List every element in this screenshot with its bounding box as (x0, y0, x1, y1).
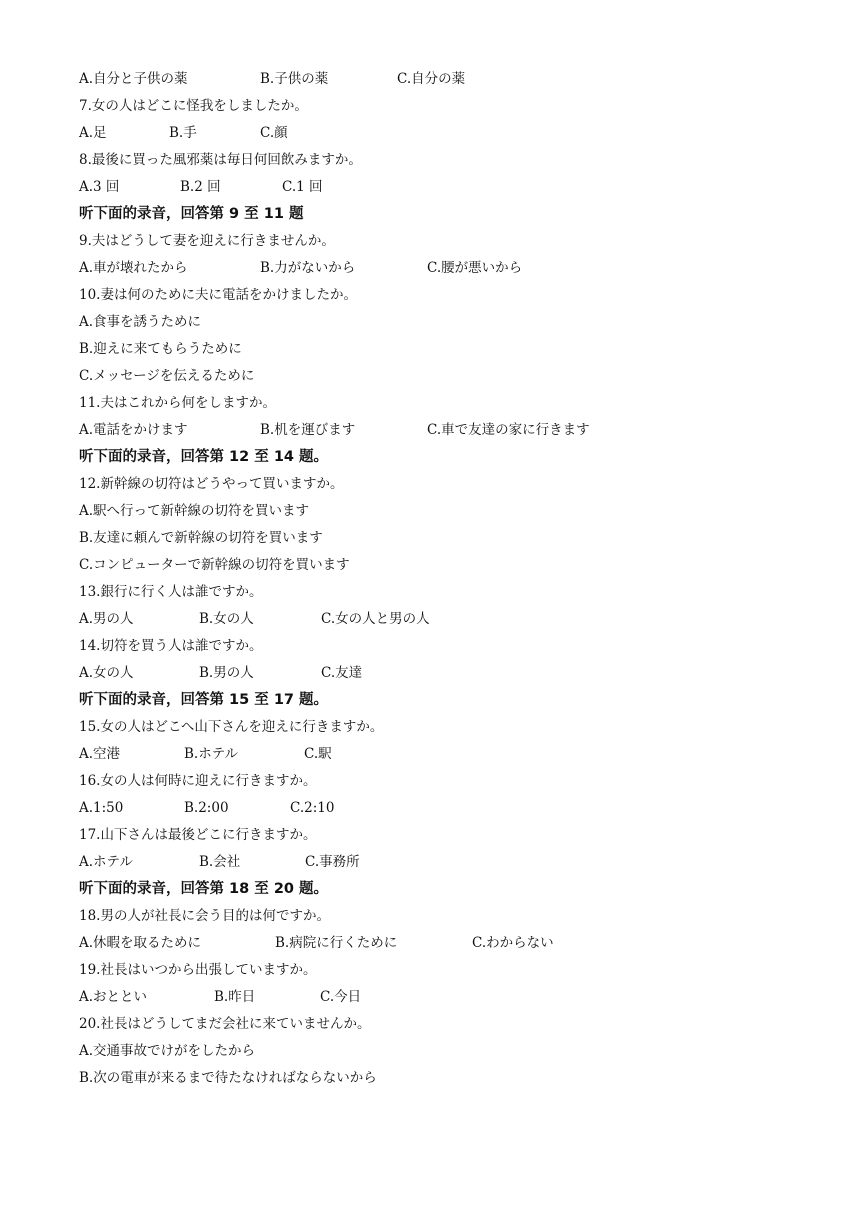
option-a: A.足 (79, 125, 107, 141)
q12-option-a: A.駅へ行って新幹線の切符を買います (79, 503, 310, 519)
q10-option-c: C.メッセージを伝えるために (79, 368, 255, 384)
option-b: B.病院に行くために (275, 935, 398, 951)
q10-option-b: B.迎えに来てもらうために (79, 341, 242, 357)
option-b: B.2:00 (184, 800, 229, 816)
option-b: B.男の人 (199, 665, 254, 681)
question-17: 17.山下さんは最後どこに行きますか。 (79, 827, 317, 843)
q20-option-a: A.交通事故でけがをしたから (79, 1043, 256, 1059)
option-a: A.女の人 (79, 665, 134, 681)
question-12: 12.新幹線の切符はどうやって買いますか。 (79, 476, 344, 492)
section-heading: 听下面的录音，回答第 12 至 14 题。 (79, 449, 329, 465)
question-16: 16.女の人は何時に迎えに行きますか。 (79, 773, 317, 789)
option-b: B.子供の薬 (260, 71, 329, 87)
question-9: 9.夫はどうして妻を迎えに行きませんか。 (79, 233, 335, 249)
option-c: C.わからない (472, 935, 554, 951)
option-a: A.男の人 (79, 611, 134, 627)
option-c: C.今日 (320, 989, 362, 1005)
option-c: C.友達 (321, 665, 363, 681)
option-b: B.机を運びます (260, 422, 356, 438)
question-19: 19.社長はいつから出張していますか。 (79, 962, 317, 978)
option-a: A.空港 (79, 746, 121, 762)
option-b: B.会社 (199, 854, 241, 870)
question-14: 14.切符を買う人は誰ですか。 (79, 638, 263, 654)
option-c: C.女の人と男の人 (321, 611, 430, 627)
option-c: C.1 回 (282, 179, 323, 195)
option-c: C.自分の薬 (397, 71, 466, 87)
option-a: A.自分と子供の薬 (79, 71, 188, 87)
option-a: A.3 回 (79, 179, 120, 195)
option-b: B.ホテル (184, 746, 239, 762)
q12-option-b: B.友達に頼んで新幹線の切符を買います (79, 530, 323, 546)
option-c: C.顔 (260, 125, 288, 141)
q10-option-a: A.食事を誘うために (79, 314, 202, 330)
option-b: B.手 (169, 125, 197, 141)
question-7: 7.女の人はどこに怪我をしましたか。 (79, 98, 308, 114)
option-a: A.電話をかけます (79, 422, 188, 438)
section-heading: 听下面的录音，回答第 18 至 20 题。 (79, 881, 329, 897)
question-18: 18.男の人が社長に会う目的は何ですか。 (79, 908, 330, 924)
option-a: A.休暇を取るために (79, 935, 202, 951)
option-a: A.車が壊れたから (79, 260, 188, 276)
option-c: C.駅 (304, 746, 332, 762)
question-20: 20.社長はどうしてまだ会社に来ていませんか。 (79, 1016, 371, 1032)
option-c: C.事務所 (305, 854, 360, 870)
question-10: 10.妻は何のために夫に電話をかけましたか。 (79, 287, 357, 303)
option-a: A.1:50 (79, 800, 124, 816)
option-c: C.腰が悪いから (427, 260, 523, 276)
section-heading: 听下面的录音，回答第 15 至 17 题。 (79, 692, 329, 708)
q12-option-c: C.コンピューターで新幹線の切符を買います (79, 557, 350, 573)
question-11: 11.夫はこれから何をしますか。 (79, 395, 276, 411)
question-8: 8.最後に買った風邪薬は毎日何回飲みますか。 (79, 152, 362, 168)
option-b: B.女の人 (199, 611, 254, 627)
option-b: B.昨日 (214, 989, 256, 1005)
q20-option-b: B.次の電車が来るまで待たなければならないから (79, 1070, 377, 1086)
question-13: 13.銀行に行く人は誰ですか。 (79, 584, 263, 600)
section-heading: 听下面的录音，回答第 9 至 11 题 (79, 206, 304, 222)
option-a: A.おととい (79, 989, 148, 1005)
option-b: B.力がないから (260, 260, 356, 276)
option-c: C.車で友達の家に行きます (427, 422, 590, 438)
option-b: B.2 回 (180, 179, 221, 195)
option-c: C.2:10 (290, 800, 335, 816)
option-a: A.ホテル (79, 854, 133, 870)
question-15: 15.女の人はどこへ山下さんを迎えに行きますか。 (79, 719, 384, 735)
